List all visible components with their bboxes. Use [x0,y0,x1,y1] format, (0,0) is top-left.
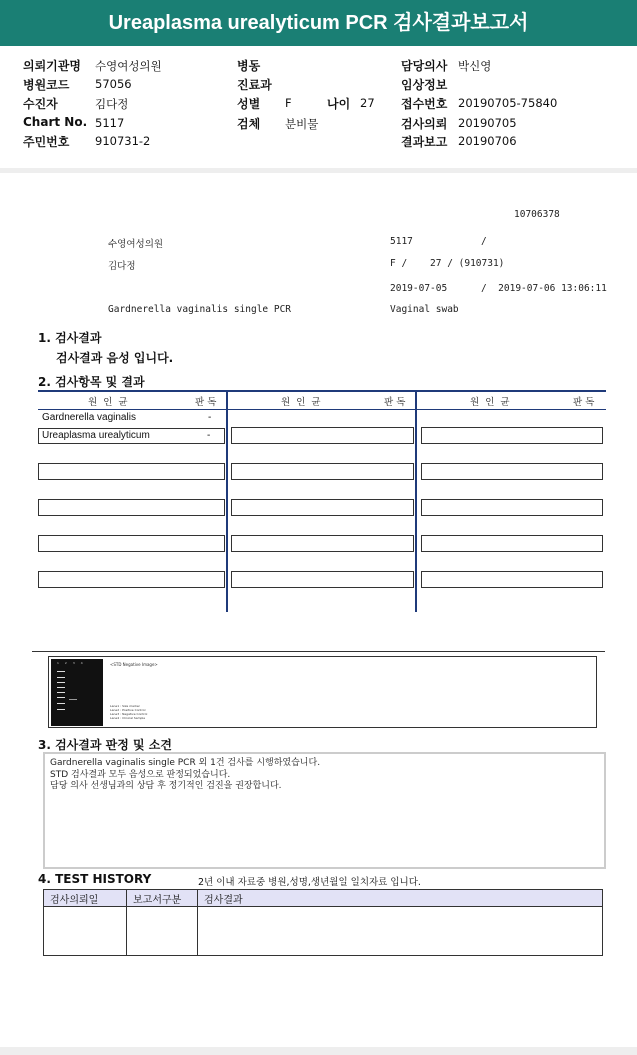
request-label: 검사의뢰 [401,117,448,131]
col-pathogen-3: 원 인 균 [470,397,510,408]
header-divider [0,168,637,173]
empty-cell [44,907,127,956]
pathogen-name-1: Gardnerella vaginalis [42,412,136,423]
pathogen-row-2 [38,428,225,444]
ref-number: 10706378 [514,209,560,220]
age-label: 나이 [327,97,351,111]
empty-cell [421,427,603,444]
clinical-label: 임상정보 [401,78,448,92]
report-specimen: Vaginal swab [390,304,459,315]
hospital-code-label: 병원코드 [23,78,70,92]
findings-box [43,752,606,869]
empty-cell [231,499,414,516]
patient-value: 김다정 [95,97,129,111]
empty-cell [198,907,603,956]
empty-cell [231,463,414,480]
empty-cell [421,535,603,552]
sex-label: 성별 [237,97,261,111]
history-col-request-date: 검사의뢰일 [44,890,127,907]
column-divider-1 [226,390,228,612]
empty-cell [231,571,414,588]
doctor-label: 담당의사 [401,59,448,73]
report-slash: / [481,236,487,247]
section3-heading: 3. 검사결과 판정 및 소견 [38,738,172,752]
report-date-reported: / 2019-07-06 13:06:11 [481,283,607,294]
doctor-value: 박신영 [458,59,492,73]
hospital-code-value: 57056 [95,77,132,91]
history-table [43,889,603,956]
col-judgment-1: 판 독 [195,397,217,408]
finding-line: STD 검사결과 모두 음성으로 판정되었습니다. [50,769,231,780]
report-chart: 5117 [390,236,413,247]
gel-electrophoresis-image [51,659,103,726]
col-judgment-3: 판 독 [573,397,595,408]
footer-bar [0,1047,637,1055]
history-empty-row [44,907,603,956]
result-table-header [38,390,606,410]
gel-lane-numbers: 1234 [57,661,89,665]
section4-heading: 4. TEST HISTORY [38,872,152,886]
section1-heading: 1. 검사결과 [38,331,102,345]
history-note: 2년 이내 자료중 병원,성명,생년월일 일치자료 입니다. [198,877,421,888]
column-divider-2 [415,390,417,612]
institution-label: 의뢰기관명 [23,59,81,73]
pathogen-name-2: Ureaplasma urealyticum [42,430,150,441]
empty-cell [127,907,198,956]
empty-cell [38,571,225,588]
request-value: 20190705 [458,116,517,130]
ward-label: 병동 [237,59,261,73]
history-col-result: 검사결과 [198,890,603,907]
finding-line: Gardnerella vaginalis single PCR 외 1건 검사를 시행하였습니다. [50,758,321,768]
empty-cell [38,535,225,552]
id-value: 910731-2 [95,134,151,148]
empty-cell [38,463,225,480]
empty-cell [38,499,225,516]
age-value: 27 [360,96,375,110]
patient-label: 수진자 [23,97,58,111]
empty-cell [231,535,414,552]
finding-line: 담당 의사 선생님과의 상담 후 정기적인 검진을 권장합니다. [50,781,282,791]
chart-value: 5117 [95,116,125,130]
report-institution: 수영여성의원 [108,239,164,250]
report-test-name: Gardnerella vaginalis single PCR [108,304,292,315]
sex-value: F [285,96,292,110]
report-patient: 김다정 [108,261,136,272]
gel-caption: <STD Negative Image> [110,662,158,667]
id-label: 주민번호 [23,135,70,149]
chart-label: Chart No. [23,115,88,129]
report-value: 20190706 [458,134,517,148]
report-sex-age: F / 27 / (910731) [390,258,505,269]
gel-image-frame [48,656,597,728]
history-header-row [44,890,603,907]
institution-value: 수영여성의원 [95,59,162,73]
col-pathogen-2: 원 인 균 [281,397,321,408]
receipt-label: 접수번호 [401,97,448,111]
report-title: Ureaplasma urealyticum PCR 검사결과보고서 [0,0,637,46]
empty-cell [421,499,603,516]
col-pathogen-1: 원 인 균 [88,397,128,408]
pathogen-result-1: - [208,412,212,423]
pathogen-result-2: - [207,430,211,441]
empty-cell [421,463,603,480]
col-judgment-2: 판 독 [384,397,406,408]
section2-heading: 2. 검사항목 및 결과 [38,375,145,389]
section1-result: 검사결과 음성 입니다. [56,351,174,365]
empty-cell [421,571,603,588]
gel-legend: Lane1 : Size marker Lane2 : Positive Control Lane3 : Negative Control Lane4 : Clinical Sample [110,704,148,720]
report-date-received: 2019-07-05 [390,283,448,294]
report-label: 결과보고 [401,135,448,149]
department-label: 진료과 [237,78,272,92]
specimen-value: 분비물 [285,117,319,131]
section-separator [32,651,605,652]
specimen-label: 검체 [237,117,261,131]
history-col-report-type: 보고서구분 [127,890,198,907]
empty-cell [231,427,414,444]
receipt-value: 20190705-75840 [458,96,558,110]
